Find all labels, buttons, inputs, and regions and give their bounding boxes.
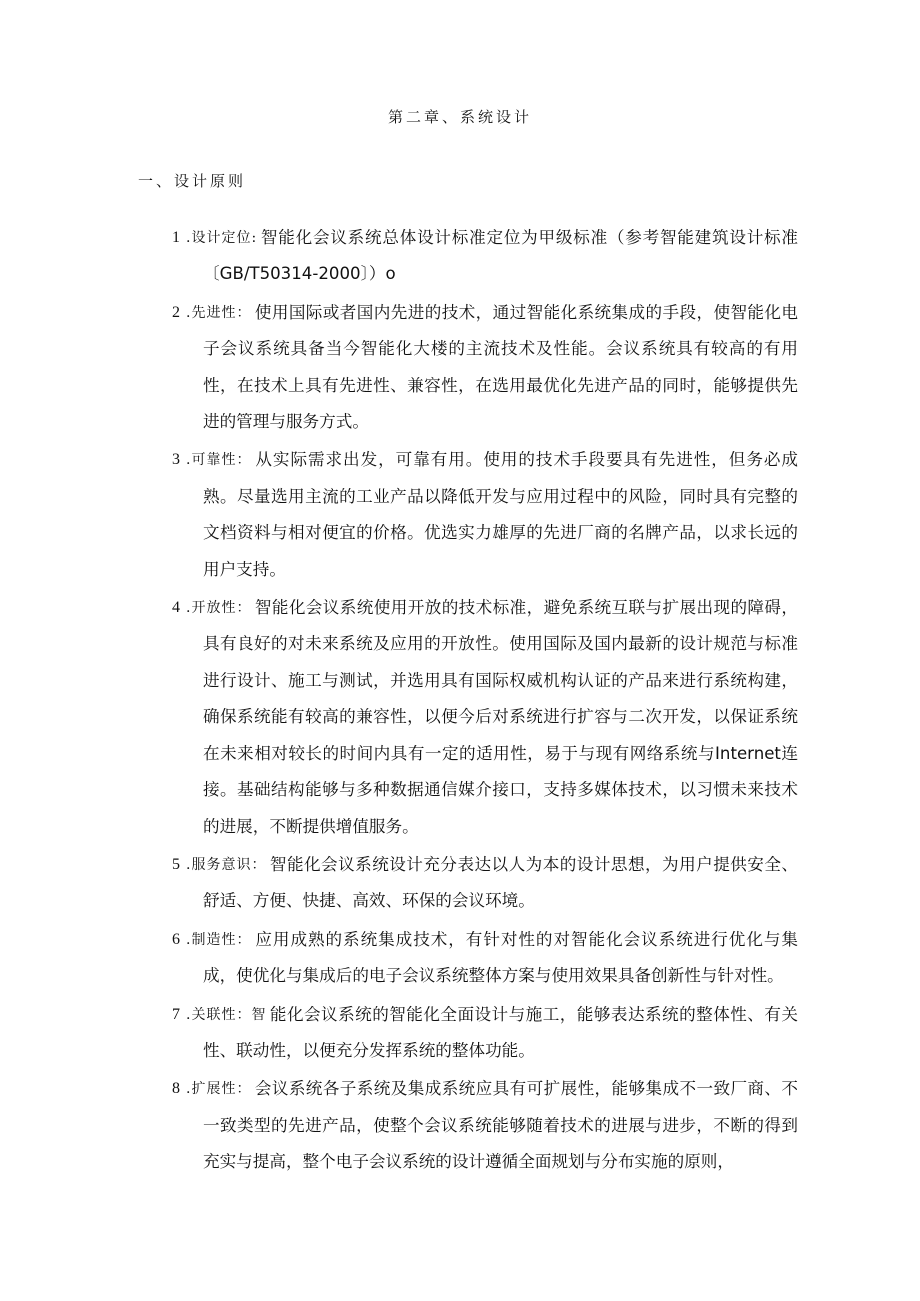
- principle-item-5: [0, 847, 920, 920]
- item-number: 1: [172, 229, 180, 246]
- item-body: [203, 847, 798, 920]
- item-label: .关联性：智: [186, 1006, 267, 1023]
- principle-item-4: [0, 590, 920, 845]
- item-label: .设计定位:: [186, 230, 258, 246]
- item-body: [203, 220, 798, 293]
- principle-item-3: [0, 442, 920, 588]
- item-label: .先进性：: [186, 304, 252, 321]
- item-body: [203, 442, 798, 588]
- item-text: 会议系统各子系统及集成系统应具有可扩展性，能够集成不一致厂商、不一致类型的先进产品，使整个会议系统能够随着技术的进展与进步，不断的得到充实与提高，整个电子会议系统的设计遵循全面规划与分布实施的原则，: [203, 1079, 798, 1172]
- item-body: [203, 1071, 798, 1180]
- item-text: 应用成熟的系统集成技术，有针对性的对智能化会议系统进行优化与集成，使优化与集成后的电子会议系统整体方案与使用效果具备创新性与针对性。: [203, 929, 798, 986]
- principle-item-1: [0, 220, 920, 293]
- section-heading: 一、设计原则: [138, 172, 247, 190]
- item-text: 从实际需求出发，可靠有用。使用的技术手段要具有先进性，但务必成熟。尽量选用主流的工业产品以降低开发与应用过程中的风险，同时具有完整的文档资料与相对便宜的价格。优选实力雄厚的先进厂商的名牌产品，以求长远的用户支持。: [203, 450, 798, 579]
- item-number: 6: [172, 930, 180, 948]
- item-body: [203, 922, 798, 995]
- item-number: 5: [172, 855, 180, 873]
- item-label: .可靠性：: [186, 452, 252, 469]
- item-number: 3: [172, 451, 180, 469]
- item-text: 能化会议系统的智能化全面设计与施工，能够表达系统的整体性、有关性、联动性，以便充分发挥系统的整体功能。: [203, 1004, 798, 1060]
- principle-item-2: [0, 295, 920, 441]
- item-text: 智能化会议系统使用开放的技术标准，避免系统互联与扩展出现的障碍，具有良好的对未来系统及应用的开放性。使用国际及国内最新的设计规范与标准进行设计、施工与测试，并选用具有国际权威机构认证的产品来进行系统构建，确保系统能有较高的兼容性，以便今后对系统进行扩容与二次开发，以保证系统在未来相对较长的时间内具有一定的适用性，易于与现有网络系统与Internet连接。基础结构能够与多种数据通信媒介接口，支持多媒体技术，以习惯未来技术的进展，不断提供增值服务。: [203, 598, 798, 836]
- item-number: 4: [172, 599, 180, 617]
- item-label: .开放性：: [186, 600, 252, 617]
- item-text: 智能化会议系统设计充分表达以人为本的设计思想，为用户提供安全、舒适、方便、快捷、高效、环保的会议环境。: [203, 854, 798, 911]
- item-number: 2: [172, 303, 180, 321]
- item-text: 使用国际或者国内先进的技术，通过智能化系统集成的手段，使智能化电子会议系统具备当今智能化大楼的主流技术及性能。会议系统具有较高的有用性，在技术上具有先进性、兼容性，在选用最优化先进产品的同时，能够提供先进的管理与服务方式。: [203, 302, 798, 432]
- item-label: .扩展性：: [186, 1081, 252, 1098]
- item-text: 智能化会议系统总体设计标准定位为甲级标准（参考智能建筑设计标准〔GB/T50314-2000〕）o: [203, 228, 798, 284]
- item-label: .制造性：: [186, 931, 252, 948]
- chapter-title: 第二章、系统设计: [387, 108, 532, 126]
- item-number: 8: [172, 1080, 180, 1098]
- item-body: [203, 590, 798, 845]
- principle-item-8: [0, 1071, 920, 1180]
- item-body: [203, 295, 798, 441]
- principle-item-6: [0, 922, 920, 995]
- item-label: .服务意识：: [186, 856, 267, 873]
- design-principles-list: [0, 220, 920, 1183]
- item-number: 7: [172, 1005, 180, 1023]
- item-body: [203, 997, 798, 1070]
- principle-item-7: [0, 997, 920, 1070]
